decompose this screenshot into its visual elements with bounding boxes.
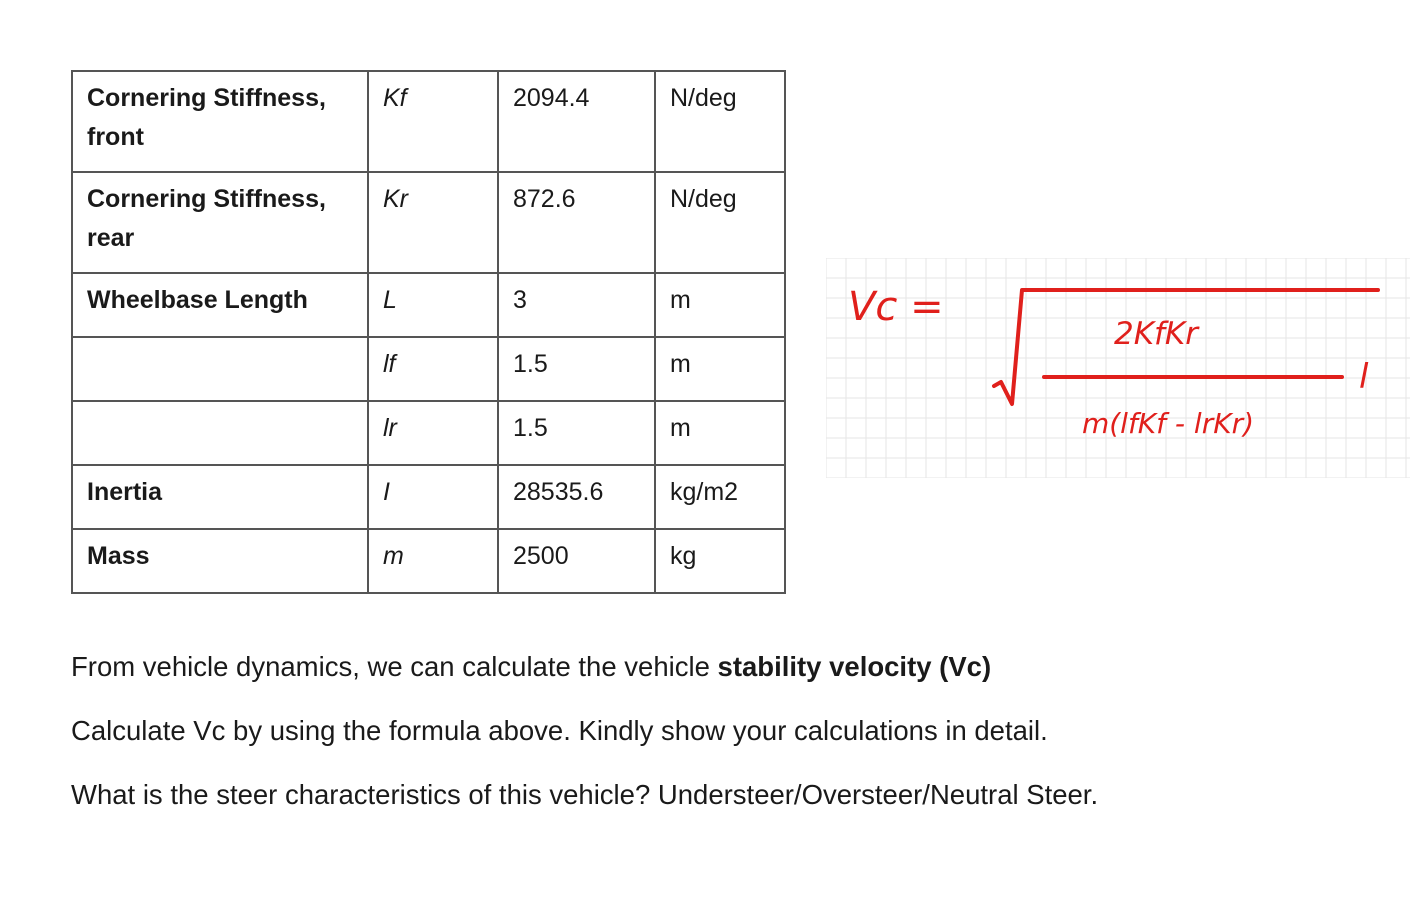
- parameter-value-cell: 872.6: [498, 172, 655, 273]
- parameter-symbol-cell: I: [368, 465, 498, 529]
- parameter-value-cell: 28535.6: [498, 465, 655, 529]
- formula-numerator: 2KfKr: [1113, 316, 1199, 352]
- parameter-value-cell: 2094.4: [498, 71, 655, 172]
- table-row: [72, 273, 785, 337]
- formula-lhs: Vc =: [848, 284, 944, 330]
- table-row: [72, 529, 785, 593]
- parameter-value-cell: 3: [498, 273, 655, 337]
- parameter-name-cell: Cornering Stiffness, front: [72, 71, 368, 172]
- parameter-symbol-cell: lr: [368, 401, 498, 465]
- formula-wheelbase-multiplier: l: [1359, 357, 1369, 397]
- parameter-name-cell: Wheelbase Length: [72, 273, 368, 337]
- parameter-unit-cell: N/deg: [655, 71, 785, 172]
- parameter-symbol-cell: Kr: [368, 172, 498, 273]
- parameter-unit-cell: kg/m2: [655, 465, 785, 529]
- table-row: [72, 401, 785, 465]
- parameter-value-cell: 2500: [498, 529, 655, 593]
- parameter-symbol-cell: lf: [368, 337, 498, 401]
- parameter-value-cell: 1.5: [498, 337, 655, 401]
- vehicle-parameters-table: [71, 70, 786, 594]
- question-2: Calculate Vc by using the formula above. Kindly show your calculations in detail.: [71, 715, 1048, 746]
- parameter-name-cell: [72, 401, 368, 465]
- parameter-name-cell: Inertia: [72, 465, 368, 529]
- formula-denominator: m(lfKf - lrKr): [1081, 407, 1255, 440]
- parameter-symbol-cell: m: [368, 529, 498, 593]
- parameter-unit-cell: kg: [655, 529, 785, 593]
- formula-svg: [826, 258, 1410, 478]
- parameter-symbol-cell: L: [368, 273, 498, 337]
- parameter-name-cell: Mass: [72, 529, 368, 593]
- question-1-text: From vehicle dynamics, we can calculate the vehicle: [71, 651, 718, 682]
- parameter-unit-cell: m: [655, 401, 785, 465]
- table-row: [72, 337, 785, 401]
- parameter-symbol-cell: Kf: [368, 71, 498, 172]
- parameter-unit-cell: m: [655, 273, 785, 337]
- table-row: [72, 172, 785, 273]
- question-1: [71, 646, 1098, 710]
- parameter-unit-cell: N/deg: [655, 172, 785, 273]
- handwritten-formula: [826, 258, 1410, 478]
- parameter-value-cell: 1.5: [498, 401, 655, 465]
- parameter-name-cell: [72, 337, 368, 401]
- table-row: [72, 465, 785, 529]
- question-text-block: [71, 646, 1098, 838]
- question-3: What is the steer characteristics of this vehicle? Understeer/Oversteer/Neutral Steer.: [71, 779, 1099, 810]
- table-body: [72, 71, 785, 593]
- parameter-unit-cell: m: [655, 337, 785, 401]
- parameter-name-cell: Cornering Stiffness, rear: [72, 172, 368, 273]
- table-row: [72, 71, 785, 172]
- question-1-highlight: stability velocity (Vc): [717, 651, 992, 682]
